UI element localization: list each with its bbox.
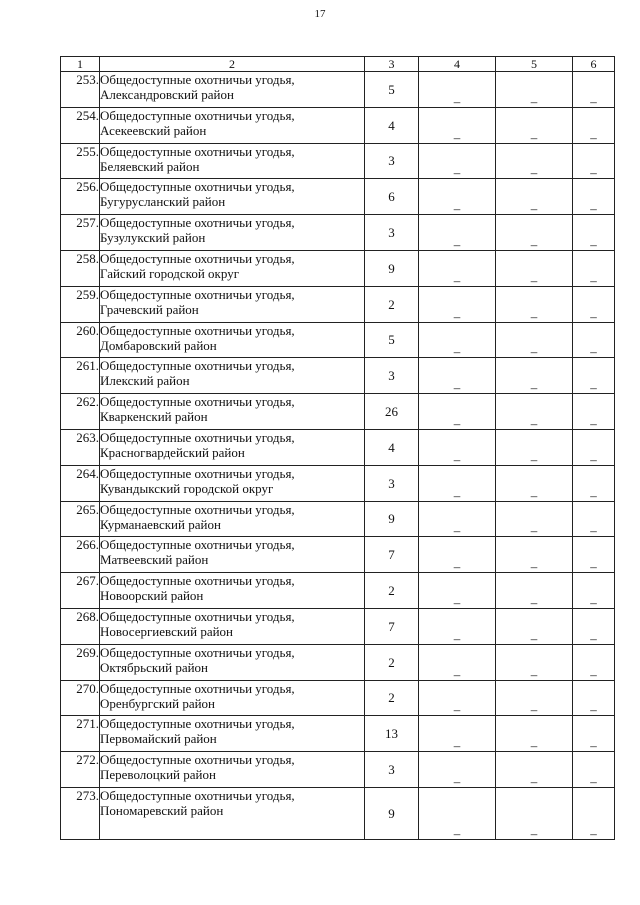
column-6-cell: – — [573, 72, 615, 108]
column-5-cell: – — [496, 680, 573, 716]
table-row — [61, 501, 615, 537]
column-5-cell: – — [496, 394, 573, 430]
name-line-1: Общедоступные охотничьи угодья, — [100, 250, 295, 266]
column-4-cell: – — [419, 429, 496, 465]
column-5-cell: – — [496, 716, 573, 752]
hunting-ground-name — [100, 358, 365, 394]
column-6-cell: – — [573, 787, 615, 839]
hunting-ground-name — [100, 107, 365, 143]
column-5-cell: – — [496, 501, 573, 537]
table-row — [61, 215, 615, 251]
row-number: 264. — [61, 465, 100, 501]
name-line-1: Общедоступные охотничьи угодья, — [100, 465, 295, 481]
row-number: 268. — [61, 608, 100, 644]
column-header-4: 4 — [419, 57, 496, 72]
column-6-cell: – — [573, 143, 615, 179]
column-4-cell: – — [419, 215, 496, 251]
name-line-2: Кваркенский район — [100, 409, 208, 425]
table-row — [61, 573, 615, 609]
column-4-cell: – — [419, 787, 496, 839]
column-4-cell: – — [419, 644, 496, 680]
hunting-ground-name — [100, 179, 365, 215]
page-number: 17 — [314, 8, 326, 20]
quantity-cell: 3 — [365, 215, 419, 251]
table-row — [61, 143, 615, 179]
name-line-2: Илекский район — [100, 373, 190, 389]
column-5-cell: – — [496, 573, 573, 609]
quantity-cell: 9 — [365, 250, 419, 286]
quantity-cell: 3 — [365, 465, 419, 501]
column-6-cell: – — [573, 215, 615, 251]
column-4-cell: – — [419, 143, 496, 179]
column-5-cell: – — [496, 429, 573, 465]
name-line-1: Общедоступные охотничьи угодья, — [100, 215, 295, 231]
name-line-1: Общедоступные охотничьи угодья, — [100, 394, 295, 410]
row-number: 269. — [61, 644, 100, 680]
column-4-cell: – — [419, 680, 496, 716]
hunting-ground-name — [100, 429, 365, 465]
column-6-cell: – — [573, 107, 615, 143]
column-6-cell: – — [573, 250, 615, 286]
name-line-2: Октябрьский район — [100, 659, 208, 675]
name-line-1: Общедоступные охотничьи угодья, — [100, 358, 295, 374]
row-number: 254. — [61, 107, 100, 143]
name-line-1: Общедоступные охотничьи угодья, — [100, 716, 295, 732]
column-6-cell: – — [573, 322, 615, 358]
hunting-ground-name — [100, 394, 365, 430]
column-6-cell: – — [573, 644, 615, 680]
column-4-cell: – — [419, 250, 496, 286]
name-line-2: Бузулукский район — [100, 230, 206, 246]
quantity-cell: 9 — [365, 501, 419, 537]
name-line-2: Грачевский район — [100, 301, 199, 317]
quantity-cell: 2 — [365, 286, 419, 322]
hunting-ground-name — [100, 716, 365, 752]
quantity-cell: 4 — [365, 429, 419, 465]
table-row — [61, 429, 615, 465]
name-line-2: Александровский район — [100, 87, 234, 102]
name-line-1: Общедоступные охотничьи угодья, — [100, 179, 295, 195]
hunting-ground-name — [100, 215, 365, 251]
column-5-cell: – — [496, 608, 573, 644]
name-line-2: Курманаевский район — [100, 516, 221, 532]
hunting-ground-name — [100, 250, 365, 286]
table-row — [61, 107, 615, 143]
hunting-ground-name — [100, 501, 365, 537]
table-row — [61, 465, 615, 501]
hunting-ground-name — [100, 608, 365, 644]
column-5-cell: – — [496, 644, 573, 680]
quantity-cell: 2 — [365, 573, 419, 609]
row-number: 260. — [61, 322, 100, 358]
name-line-1: Общедоступные охотничьи угодья, — [100, 537, 295, 553]
column-4-cell: – — [419, 537, 496, 573]
name-line-2: Матвеевский район — [100, 552, 209, 568]
column-4-cell: – — [419, 286, 496, 322]
column-4-cell: – — [419, 716, 496, 752]
row-number: 255. — [61, 143, 100, 179]
name-line-2: Новосергиевский район — [100, 623, 234, 639]
name-line-1: Общедоступные охотничьи угодья, — [100, 573, 295, 589]
name-line-2: Красногвардейский район — [100, 444, 245, 460]
column-5-cell: – — [496, 465, 573, 501]
column-4-cell: – — [419, 608, 496, 644]
row-number: 265. — [61, 501, 100, 537]
table-row — [61, 286, 615, 322]
quantity-cell: 4 — [365, 107, 419, 143]
column-header-3: 3 — [365, 57, 419, 72]
name-line-2: Первомайский район — [100, 731, 217, 747]
quantity-cell: 3 — [365, 358, 419, 394]
column-6-cell: – — [573, 358, 615, 394]
name-line-1: Общедоступные охотничьи угодья, — [100, 644, 295, 660]
column-4-cell: – — [419, 752, 496, 788]
row-number: 272. — [61, 752, 100, 788]
quantity-cell: 3 — [365, 143, 419, 179]
column-4-cell: – — [419, 179, 496, 215]
name-line-2: Бугурусланский район — [100, 194, 226, 210]
name-line-1: Общедоступные охотничьи угодья, — [100, 107, 295, 123]
name-line-1: Общедоступные охотничьи угодья, — [100, 322, 295, 338]
hunting-ground-name — [100, 573, 365, 609]
column-header-2: 2 — [100, 57, 365, 72]
column-5-cell: – — [496, 107, 573, 143]
name-line-1: Общедоступные охотничьи угодья, — [100, 680, 295, 696]
hunting-ground-name — [100, 752, 365, 788]
column-6-cell: – — [573, 608, 615, 644]
table-row — [61, 358, 615, 394]
column-6-cell: – — [573, 501, 615, 537]
table-row — [61, 394, 615, 430]
column-6-cell: – — [573, 465, 615, 501]
quantity-cell: 2 — [365, 680, 419, 716]
column-6-cell: – — [573, 179, 615, 215]
column-6-cell: – — [573, 394, 615, 430]
column-header-1: 1 — [61, 57, 100, 72]
column-4-cell: – — [419, 322, 496, 358]
column-5-cell: – — [496, 537, 573, 573]
column-5-cell: – — [496, 179, 573, 215]
quantity-cell: 26 — [365, 394, 419, 430]
table-row — [61, 787, 615, 839]
table-row — [61, 752, 615, 788]
quantity-cell: 9 — [365, 787, 419, 839]
row-number: 262. — [61, 394, 100, 430]
quantity-cell: 7 — [365, 537, 419, 573]
row-number: 257. — [61, 215, 100, 251]
quantity-cell: 3 — [365, 752, 419, 788]
name-line-1: Общедоступные охотничьи угодья, — [100, 143, 295, 159]
quantity-cell: 2 — [365, 644, 419, 680]
row-number: 266. — [61, 537, 100, 573]
column-4-cell: – — [419, 358, 496, 394]
column-6-cell: – — [573, 429, 615, 465]
column-5-cell: – — [496, 215, 573, 251]
table-row — [61, 608, 615, 644]
quantity-cell: 7 — [365, 608, 419, 644]
quantity-cell: 6 — [365, 179, 419, 215]
column-header-5: 5 — [496, 57, 573, 72]
column-4-cell: – — [419, 501, 496, 537]
name-line-2: Новоорский район — [100, 588, 204, 604]
name-line-1: Общедоступные охотничьи угодья, — [100, 787, 295, 803]
row-number: 270. — [61, 680, 100, 716]
column-5-cell: – — [496, 787, 573, 839]
row-number: 263. — [61, 429, 100, 465]
quantity-cell: 5 — [365, 72, 419, 108]
name-line-2: Кувандыкский городской округ — [100, 480, 274, 496]
row-number: 258. — [61, 250, 100, 286]
name-line-1: Общедоступные охотничьи угодья, — [100, 608, 295, 624]
quantity-cell: 13 — [365, 716, 419, 752]
name-line-2: Асекеевский район — [100, 122, 207, 138]
quantity-cell: 5 — [365, 322, 419, 358]
name-line-1: Общедоступные охотничьи угодья, — [100, 501, 295, 517]
row-number: 259. — [61, 286, 100, 322]
column-4-cell: – — [419, 107, 496, 143]
table-row — [61, 537, 615, 573]
name-line-2: Переволоцкий район — [100, 767, 216, 783]
column-6-cell: – — [573, 537, 615, 573]
hunting-grounds-table — [60, 56, 615, 840]
column-6-cell: – — [573, 680, 615, 716]
table-row — [61, 179, 615, 215]
column-5-cell: – — [496, 322, 573, 358]
row-number: 267. — [61, 573, 100, 609]
hunting-ground-name — [100, 286, 365, 322]
column-6-cell: – — [573, 752, 615, 788]
table-row — [61, 644, 615, 680]
column-5-cell: – — [496, 752, 573, 788]
column-6-cell: – — [573, 716, 615, 752]
column-number-row — [61, 57, 615, 72]
column-5-cell: – — [496, 72, 573, 108]
column-4-cell: – — [419, 573, 496, 609]
table-row — [61, 250, 615, 286]
row-number: 261. — [61, 358, 100, 394]
hunting-ground-name — [100, 787, 365, 839]
column-5-cell: – — [496, 286, 573, 322]
row-number: 273. — [61, 787, 100, 839]
hunting-ground-name — [100, 143, 365, 179]
name-line-2: Оренбургский район — [100, 695, 216, 711]
name-line-1: Общедоступные охотничьи угодья, — [100, 752, 295, 768]
row-number: 271. — [61, 716, 100, 752]
name-line-1: Общедоступные охотничьи угодья, — [100, 429, 295, 445]
name-line-2: Домбаровский район — [100, 337, 217, 353]
hunting-ground-name — [100, 644, 365, 680]
column-6-cell: – — [573, 286, 615, 322]
hunting-ground-name — [100, 465, 365, 501]
name-line-2: Беляевский район — [100, 158, 200, 174]
table-row — [61, 716, 615, 752]
row-number: 253. — [61, 72, 100, 108]
table-row — [61, 72, 615, 108]
column-5-cell: – — [496, 143, 573, 179]
hunting-ground-name — [100, 680, 365, 716]
column-6-cell: – — [573, 573, 615, 609]
row-number: 256. — [61, 179, 100, 215]
name-line-1: Общедоступные охотничьи угодья, — [100, 72, 295, 87]
name-line-2: Пономаревский район — [100, 802, 224, 818]
column-header-6: 6 — [573, 57, 615, 72]
table-row — [61, 322, 615, 358]
hunting-ground-name — [100, 322, 365, 358]
column-4-cell: – — [419, 394, 496, 430]
hunting-ground-name — [100, 72, 365, 108]
column-4-cell: – — [419, 465, 496, 501]
hunting-ground-name — [100, 537, 365, 573]
name-line-2: Гайский городской округ — [100, 265, 240, 281]
column-5-cell: – — [496, 358, 573, 394]
table-row — [61, 680, 615, 716]
column-4-cell: – — [419, 72, 496, 108]
name-line-1: Общедоступные охотничьи угодья, — [100, 286, 295, 302]
column-5-cell: – — [496, 250, 573, 286]
